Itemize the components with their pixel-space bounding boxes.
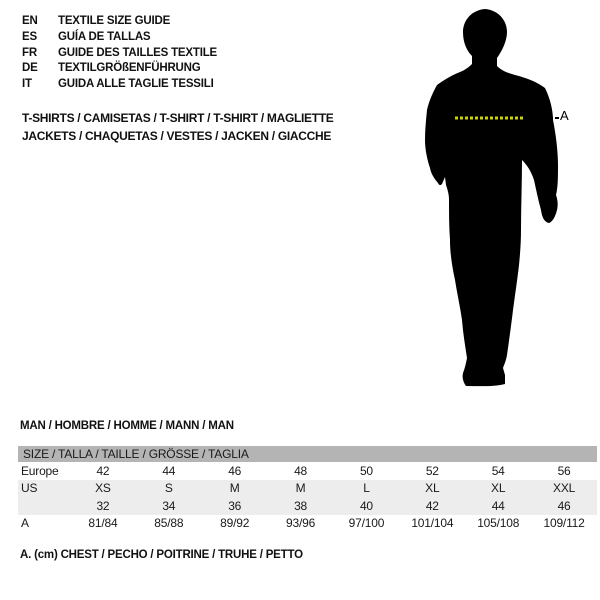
row-label: Europe — [21, 463, 59, 478]
size-table-body — [18, 462, 597, 532]
language-title: GUÍA DE TALLAS — [58, 30, 151, 43]
size-cell: 44 — [465, 497, 531, 515]
man-figure — [405, 5, 580, 397]
size-cell: M — [268, 480, 334, 498]
language-row — [22, 46, 217, 62]
table-row — [18, 480, 597, 498]
size-cell: 93/96 — [286, 516, 316, 531]
measurement-label-a: A — [560, 108, 569, 123]
language-code: IT — [22, 78, 32, 91]
size-cell: 46 — [228, 463, 242, 478]
language-code: DE — [22, 62, 38, 75]
size-cell: 48 — [294, 463, 308, 478]
size-cell: 89/92 — [220, 516, 250, 531]
size-cell: L — [334, 480, 400, 498]
size-cell: 34 — [136, 497, 202, 515]
size-cell: XL — [399, 480, 465, 498]
section-title: MAN / HOMBRE / HOMME / MANN / MAN — [20, 420, 234, 432]
size-cell: XXL — [531, 480, 597, 498]
footnote: A. (cm) CHEST / PECHO / POITRINE / TRUHE / PETTO — [20, 549, 303, 561]
language-code: EN — [22, 15, 38, 27]
size-cell: 101/104 — [411, 516, 454, 531]
size-cell: 50 — [359, 463, 373, 478]
size-cell: 54 — [491, 463, 505, 478]
size-cell: 44 — [162, 463, 176, 478]
category-line: JACKETS / CHAQUETAS / VESTES / JACKEN / GIACCHE — [22, 129, 332, 143]
size-cell: S — [136, 480, 202, 498]
size-cell: 40 — [334, 497, 400, 515]
size-cell: M — [202, 480, 268, 498]
size-cell: 81/84 — [88, 516, 118, 531]
size-table — [18, 446, 597, 532]
table-row — [18, 462, 597, 480]
language-code: ES — [22, 30, 37, 43]
language-row — [22, 30, 217, 46]
size-cell: 36 — [202, 497, 268, 515]
size-cell: 42 — [96, 463, 110, 478]
size-cell: 52 — [425, 463, 439, 478]
language-title: GUIDA ALLE TAGLIE TESSILI — [58, 78, 214, 91]
table-row — [18, 497, 597, 515]
language-code: FR — [22, 46, 37, 59]
category-list — [22, 109, 334, 145]
size-table-header: SIZE / TALLA / TAILLE / GRÖSSE / TAGLIA — [18, 446, 597, 462]
size-cell: 97/100 — [348, 516, 385, 531]
size-cell: 85/88 — [154, 516, 184, 531]
table-row — [18, 515, 597, 533]
size-cell: 32 — [70, 497, 136, 515]
size-cell: XL — [465, 480, 531, 498]
size-cell: 109/112 — [543, 516, 585, 531]
size-cell: 56 — [557, 463, 571, 478]
language-row — [22, 77, 217, 93]
man-silhouette-shape — [425, 9, 558, 386]
size-cell: 42 — [399, 497, 465, 515]
language-row — [22, 61, 217, 77]
row-label — [18, 497, 70, 515]
language-list — [22, 14, 217, 93]
language-row — [22, 14, 217, 30]
man-silhouette — [405, 5, 580, 397]
size-cell: 46 — [531, 497, 597, 515]
language-title: TEXTILGRÖßENFÜHRUNG — [58, 62, 201, 75]
language-title: GUIDE DES TAILLES TEXTILE — [58, 46, 217, 59]
row-label: US — [18, 480, 70, 498]
size-table-wrap — [18, 446, 597, 532]
size-cell: 105/108 — [477, 516, 520, 531]
row-label: A — [21, 516, 29, 531]
language-title: TEXTILE SIZE GUIDE — [58, 15, 171, 27]
size-cell: 38 — [268, 497, 334, 515]
size-cell: XS — [70, 480, 136, 498]
size-table-header-row — [18, 446, 597, 462]
category-line: T-SHIRTS / CAMISETAS / T-SHIRT / T-SHIRT / MAGLIETTE — [22, 111, 334, 125]
